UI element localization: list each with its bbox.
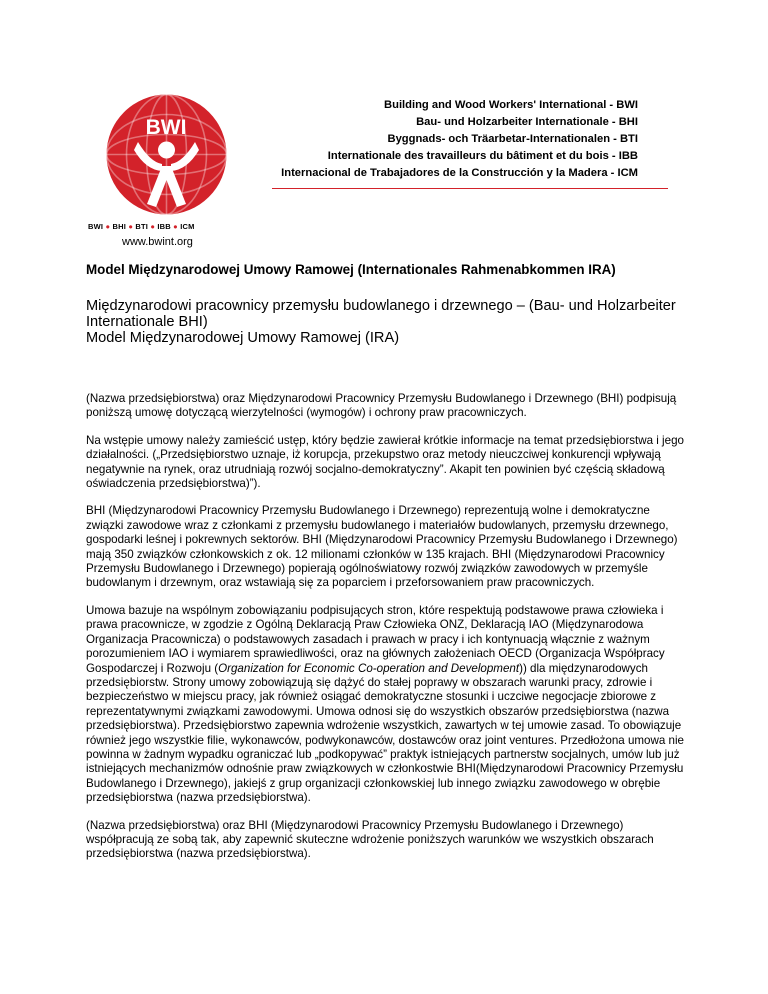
tagline-icm: ICM bbox=[180, 222, 195, 231]
separator-dot-icon: ● bbox=[105, 222, 113, 231]
tagline-bti: BTI bbox=[135, 222, 149, 231]
subtitle-line-2: Model Międzynarodowej Umowy Ramowej (IRA) bbox=[86, 330, 400, 346]
tagline-bhi: BHI bbox=[112, 222, 127, 231]
organization-names bbox=[281, 97, 638, 182]
org-name-es: Internacional de Trabajadores de la Construcción y la Madera - ICM bbox=[281, 167, 638, 179]
paragraph-1: (Nazwa przedsiębiorstwa) oraz Międzynarodowi Pracownicy Przemysłu Budowlanego i Drzewnego (BHI) podpisują poniższą umowę dotyczącą wierzytelności (wymogów) i ochrony praw pracowniczych. bbox=[86, 392, 677, 420]
oecd-polish-name: Organizacja Współpracy Gospodarczej i Rozwoju bbox=[86, 647, 665, 675]
separator-dot-icon: ● bbox=[150, 222, 158, 231]
logo-tagline bbox=[88, 222, 248, 231]
separator-dot-icon: ● bbox=[173, 222, 181, 231]
paragraph-4-part-3: )) dla międzynarodowych przedsiębiorstw. Strony umowy zobowiązują się dążyć do stałej poprawy w obszarach warunki pracy, zdrowie i bezpieczeństwo w miejscu pracy, jak również osiągać demokratyczne stosunki i uczciwe negocjacje zbiorowe z reprezentatywnymi związkami zawodowymi. Umowa odnosi się do wszystkich obszarów przedsiębiorstwa (nazwa przedsiębiorstwa). Przedsiębiorstwo zapewnia wdrożenie wszystkich, zawartych w tej umowie zasad. To obowiązuje również jego wszystkie filie, wykonawców, podwykonawców, dostawców oraz joint ventures. Przedłożona umowa nie powinna w żadnym wypadku ograniczać lub „podkopywać” praktyk istniejących partnerstw socjalnych, umów lub już istniejących mechanizmów odnośnie praw związkowych w członkostwie BHI(Międzynarodowi Pracownicy Przemysłu Budowlanego i Drzewnego), jakiejś z grup organizacji członkowskiej lub innego związku zawodowego w obrębie przedsiębiorstwa (nazwa przedsiębiorstwa). bbox=[86, 661, 685, 805]
separator-dot-icon: ● bbox=[128, 222, 136, 231]
paragraph-4-part-2: ( bbox=[211, 661, 219, 675]
paragraph-4-part-1: Umowa bazuje na wspólnym zobowiązaniu podpisujących stron, które respektują podstawowe prawa człowieka i prawa pracownicze, w zgodzie z Ogólną Deklaracją Praw Człowieka ONZ, Deklaracją IAO (Międzynarodowa Organizacja Pracownicza) o podstawowych zasadach i prawach w pracy i ich kontynuacją włącznie z ważnym porozumieniem IAO i wymiarem sprawiedliwości, oraz na głównych założeniach OECD ( bbox=[86, 603, 664, 661]
org-name-sv: Byggnads- och Träarbetar-Internationalen - BTI bbox=[387, 133, 638, 145]
logo-url: www.bwint.org bbox=[122, 236, 193, 248]
paragraph-5: (Nazwa przedsiębiorstwa) oraz BHI (Międzynarodowi Pracownicy Przemysłu Budowlanego i Drzewnego) współpracują ze sobą tak, aby zapewnić skuteczne wdrożenie poniższych warunków we wszystkich obszarach przedsiębiorstwa (nazwa przedsiębiorstwa). bbox=[86, 818, 654, 861]
paragraph-3: BHI (Międzynarodowi Pracownicy Przemysłu Budowlanego i Drzewnego) reprezentują wolne i demokratyczne związki zawodowe wraz z członkami z przemysłu budowlanego i materiałów budowlanych, przemysłu drzewnego, gospodarki leśnej i pokrewnych sektorów. BHI (Międzynarodowi Pracownicy Przemysłu Budowlanego i Drzewnego) mają 350 związków członkowskich z ok. 12 milionami członków w 135 krajach. BHI (Międzynarodowi Pracownicy Przemysłu Budowlanego i Drzewnego) popierają ogólnoświatowy rozwój związków zawodowych w przemyśle budowlanym i drzewnym, oraz wstawiają się za poparciem i przeforsowaniem praw pracowniczych. bbox=[86, 504, 678, 590]
oecd-english-name: Organization for Economic Co-operation and Development bbox=[218, 661, 520, 675]
document-title: Model Międzynarodowej Umowy Ramowej (Internationales Rahmenabkommen IRA) bbox=[86, 262, 616, 277]
org-name-fr: Internationale des travailleurs du bâtiment et du bois - IBB bbox=[327, 150, 638, 162]
tagline-bwi: BWI bbox=[88, 222, 104, 231]
paragraph-4 bbox=[86, 604, 686, 806]
document-subtitle bbox=[86, 298, 686, 346]
org-name-en: Building and Wood Workers' International - BWI bbox=[384, 99, 638, 111]
logo-text: BWI bbox=[145, 116, 187, 139]
tagline-ibb: IBB bbox=[157, 222, 171, 231]
paragraph-2: Na wstępie umowy należy zamieścić ustęp, który będzie zawierał krótkie informacje na temat przedsiębiorstwa i jego działalności. („Przedsiębiorstwo uznaje, iż korupcja, przekupstwo oraz metody nieuczciwej konkurencji wpływają negatywnie na rynek, oraz utrudniają rozwój socjalno-demokratyczny”. Akapit ten powinien być częścią składową oświadczenia przedsiębiorstwa)”). bbox=[86, 433, 684, 491]
subtitle-line-1: Międzynarodowi pracownicy przemysłu budowlanego i drzewnego – (Bau- und Holzarbeiter Internationale BHI) bbox=[86, 298, 676, 330]
bwi-globe-icon bbox=[104, 92, 229, 217]
document-body bbox=[86, 262, 686, 875]
header-divider bbox=[272, 188, 668, 189]
org-name-de: Bau- und Holzarbeiter Internationale - BHI bbox=[416, 116, 638, 128]
